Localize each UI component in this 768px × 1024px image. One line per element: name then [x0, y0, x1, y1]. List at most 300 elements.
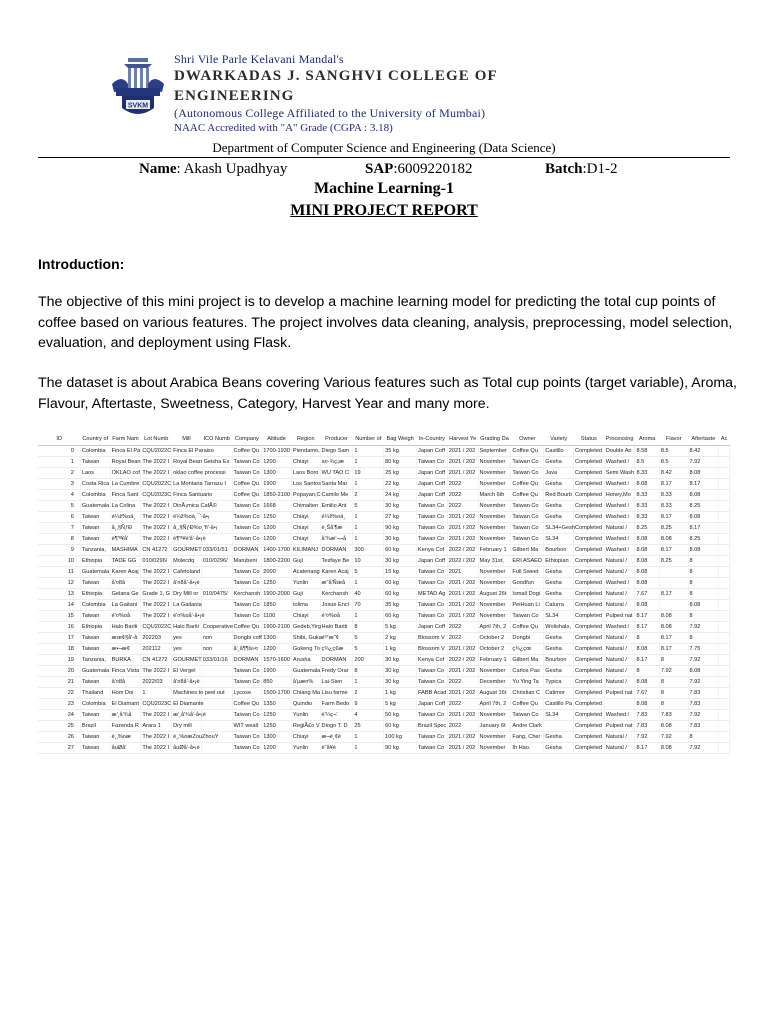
table-cell [719, 654, 730, 665]
batch-value: :D1-2 [582, 161, 618, 177]
column-header: Aroma [635, 434, 659, 445]
table-cell: 1 [353, 610, 384, 621]
table-cell: 8.33 [659, 489, 688, 500]
table-cell: 40 [353, 588, 384, 599]
table-cell: Catimor [544, 687, 574, 698]
column-header: Altitude [262, 434, 292, 445]
table-cell: 2021 / 202 [447, 599, 478, 610]
table-cell: 8.08 [659, 621, 688, 632]
table-cell: å'¤8å [110, 676, 141, 687]
table-cell: 2022 [447, 632, 478, 643]
table-cell: 1 kg [384, 643, 417, 654]
table-cell: 14 [38, 599, 80, 610]
table-row [38, 511, 730, 522]
table-cell: The 2022 I [141, 522, 172, 533]
table-cell: 30 kg [384, 533, 417, 544]
table-cell: 1850 [262, 599, 292, 610]
table-cell: Completed [573, 489, 604, 500]
table-cell: 35 kg [384, 445, 417, 456]
column-header: Number of [353, 434, 384, 445]
table-cell: 202112 [141, 643, 172, 654]
table-cell: non [201, 632, 232, 643]
table-cell: Typica [544, 676, 574, 687]
table-cell: Natural / [604, 566, 635, 577]
table-cell: Goodfun [511, 577, 544, 588]
table-cell: Josue Enci [320, 599, 353, 610]
table-cell: 1350 [262, 698, 292, 709]
table-cell: 033/01/16 [201, 654, 232, 665]
table-cell [719, 588, 730, 599]
table-cell: Cooperative [201, 621, 232, 632]
table-cell: SL34 [544, 533, 574, 544]
table-cell: Arara 1 [141, 720, 172, 731]
table-cell: Taiwan [80, 533, 110, 544]
table-cell: 8.17 [635, 654, 659, 665]
table-row [38, 676, 730, 687]
table-cell [719, 632, 730, 643]
table-cell: 90 kg [384, 742, 417, 753]
table-cell: Taiwan Co [232, 566, 262, 577]
table-cell: 60 kg [384, 610, 417, 621]
table-cell: 22 [38, 687, 80, 698]
table-cell: Gesha [544, 566, 574, 577]
table-cell: Taiwan Co [232, 599, 262, 610]
table-cell: 1200 [262, 456, 292, 467]
table-cell: Completed [573, 588, 604, 599]
column-header: Bag Weigh [384, 434, 417, 445]
table-cell: November [478, 533, 511, 544]
table-cell: Pulped nat [604, 610, 635, 621]
table-cell: Dry Mill or [172, 588, 202, 599]
table-cell: Finca Santuario [172, 489, 202, 500]
table-cell: 60 kg [384, 720, 417, 731]
column-header: Processing [604, 434, 635, 445]
table-cell: 8.17 [659, 478, 688, 489]
table-cell: Taiwan Co [417, 610, 448, 621]
table-cell: Karen Acaj [320, 566, 353, 577]
table-cell: Taiwan Co [232, 533, 262, 544]
table-cell: October 2 [478, 643, 511, 654]
table-cell [719, 489, 730, 500]
table-cell: 2 [38, 467, 80, 478]
table-cell: Taiwan Co [232, 709, 262, 720]
table-cell: 8.08 [688, 665, 719, 676]
table-cell: Los Santos [291, 478, 320, 489]
table-cell: El Vergel [172, 665, 202, 676]
table-cell: Taiwan [80, 511, 110, 522]
table-cell: Farm Bedo [320, 698, 353, 709]
table-cell: 25 kg [384, 467, 417, 478]
table-cell: Colombia [80, 489, 110, 500]
table-cell: Completed [573, 720, 604, 731]
table-cell: 2021 / 202 [447, 643, 478, 654]
table-cell: 9 [353, 698, 384, 709]
table-cell: CQU2023C [141, 489, 172, 500]
table-cell: Castillo [544, 445, 574, 456]
table-cell [719, 709, 730, 720]
table-cell: 8.08 [688, 599, 719, 610]
table-cell: November [478, 467, 511, 478]
table-cell: 8.17 [659, 511, 688, 522]
table-cell: Washed / [604, 621, 635, 632]
table-cell: 7.92 [659, 731, 688, 742]
table-cell: ERI ASAED [511, 555, 544, 566]
table-cell: 5 [353, 566, 384, 577]
column-header: Variety [544, 434, 574, 445]
table-cell: Diogo T. D [320, 720, 353, 731]
table-cell: November [478, 709, 511, 720]
column-header: Lot Numb [141, 434, 172, 445]
table-cell: Java [544, 467, 574, 478]
table-cell: 2021 / 202 [447, 588, 478, 599]
table-cell: Chiayi [291, 533, 320, 544]
table-cell: é'¤%oå'-å•¡è [172, 610, 202, 621]
table-cell: Completed [573, 709, 604, 720]
table-cell: Dongbi [511, 632, 544, 643]
college-logo-icon [110, 54, 166, 120]
table-cell: æ¬è¸¢è [320, 731, 353, 742]
table-body [38, 445, 730, 753]
table-cell: oklao coffee processi [172, 467, 202, 478]
table-cell: 8.33 [635, 489, 659, 500]
table-cell: Completed [573, 599, 604, 610]
table-cell: Completed [573, 665, 604, 676]
sap-value: :6009220182 [393, 161, 473, 177]
table-cell: January 6t [478, 720, 511, 731]
table-cell: 1900 [262, 665, 292, 676]
table-row [38, 709, 730, 720]
subject-title: Machine Learning-1 [314, 180, 454, 197]
table-cell: Yunlin [291, 709, 320, 720]
table-cell: 24 kg [384, 489, 417, 500]
table-cell: Washed / [604, 709, 635, 720]
table-cell: 1 [353, 676, 384, 687]
table-cell: non [201, 643, 232, 654]
table-cell: 1100 [262, 610, 292, 621]
table-cell: 5 [353, 643, 384, 654]
table-cell: February 1 [478, 544, 511, 555]
table-row [38, 588, 730, 599]
table-cell: Completed [573, 698, 604, 709]
table-cell: 8.08 [688, 467, 719, 478]
table-cell: Completed [573, 478, 604, 489]
table-cell: 70 [353, 599, 384, 610]
table-cell: 8.5 [635, 456, 659, 467]
table-cell: Completed [573, 621, 604, 632]
table-row [38, 533, 730, 544]
table-cell: Gesha [544, 500, 574, 511]
table-cell: Blossom V [417, 632, 448, 643]
table-cell: 8.17 [635, 610, 659, 621]
table-cell: Taiwan [80, 577, 110, 588]
table-cell: 1250 [262, 577, 292, 588]
table-cell [719, 720, 730, 731]
table-cell: Taiwan Co [232, 577, 262, 588]
table-cell: Washed / [604, 544, 635, 555]
table-cell: 1 [353, 742, 384, 753]
trust-name: Shri Vile Parle Kelavani Mandal's [174, 52, 344, 66]
table-cell: 7.92 [688, 676, 719, 687]
intro-heading: Introduction: [38, 256, 125, 272]
table-cell: Gilbert Ma [511, 544, 544, 555]
table-cell [719, 621, 730, 632]
table-cell: Andre Clark [511, 720, 544, 731]
table-cell: Cafetoland [172, 566, 202, 577]
table-cell: Carlos Pas [511, 665, 544, 676]
table-cell: Natural / [604, 731, 635, 742]
table-cell: MASHIMA [110, 544, 141, 555]
table-cell: 7.92 [688, 654, 719, 665]
table-cell: Taiwan Co [417, 511, 448, 522]
table-cell: 1300 [262, 632, 292, 643]
table-cell: 8 [688, 632, 719, 643]
table-cell: Completed [573, 687, 604, 698]
table-header-row [38, 434, 730, 445]
table-cell: Fazenda R [110, 720, 141, 731]
table-cell: 8 [659, 676, 688, 687]
table-cell: Completed [573, 445, 604, 456]
table-cell: 8.33 [635, 500, 659, 511]
table-row [38, 687, 730, 698]
table-row [38, 445, 730, 456]
table-cell: Grade 1, G [141, 588, 172, 599]
table-cell: 60 kg [384, 544, 417, 555]
table-cell: 2021 / 202 [447, 522, 478, 533]
table-cell: 8.17 [659, 632, 688, 643]
table-cell: 8.33 [659, 500, 688, 511]
table-cell [201, 577, 232, 588]
table-cell: The 2022 I [141, 709, 172, 720]
table-cell: Shibi, Guka [291, 632, 320, 643]
table-cell: Brazil Spec [417, 720, 448, 731]
table-cell: 8.25 [635, 522, 659, 533]
table-cell: 80 kg [384, 456, 417, 467]
column-header: Grading Da [478, 434, 511, 445]
table-row [38, 654, 730, 665]
table-cell: Ethiopia [80, 621, 110, 632]
table-cell: 25 [353, 720, 384, 731]
table-cell: 1 [353, 445, 384, 456]
table-row [38, 544, 730, 555]
table-cell: Tanzania, [80, 544, 110, 555]
table-cell: 2 kg [384, 632, 417, 643]
logo-text: SVKM [127, 102, 149, 110]
table-cell: GOURMET [172, 544, 202, 555]
table-cell: Coffee Qu [511, 489, 544, 500]
table-cell: DORMAN [320, 654, 353, 665]
table-cell: Castillo Pa [544, 698, 574, 709]
table-cell: 8.33 [635, 467, 659, 478]
student-batch [545, 161, 618, 178]
table-cell [719, 555, 730, 566]
table-cell: Guatemala [291, 665, 320, 676]
table-cell: Taiwan Co [417, 456, 448, 467]
column-header: ID [38, 434, 80, 445]
table-cell: 2022 [447, 698, 478, 709]
table-cell: 2022 / 202 [447, 555, 478, 566]
table-cell: Chiayi [291, 456, 320, 467]
table-cell: 200 [353, 654, 384, 665]
table-cell: å'¤8å'-å•¡è [172, 577, 202, 588]
table-cell: The 2022 I [141, 577, 172, 588]
table-cell: 15 kg [384, 566, 417, 577]
table-cell: May 31st, [478, 555, 511, 566]
table-cell: Taiwan Co [232, 610, 262, 621]
table-cell: OKLAO cof [110, 467, 141, 478]
table-cell: 2022 / 202 [447, 544, 478, 555]
table-cell: El Diamant [110, 698, 141, 709]
table-cell: é¼ž%oä¸ [320, 511, 353, 522]
table-cell: 8.08 [659, 610, 688, 621]
table-cell: November [478, 665, 511, 676]
table-cell: 8 [688, 566, 719, 577]
column-header: Region [291, 434, 320, 445]
table-cell: Gilbert Ma [511, 654, 544, 665]
table-cell [719, 511, 730, 522]
table-cell: 7.83 [659, 709, 688, 720]
affiliation-line: (Autonomous College Affiliated to the University of Mumbai) [174, 106, 486, 120]
table-cell: Machines to peel out [172, 687, 202, 698]
table-cell: The 2022 I [141, 665, 172, 676]
table-cell: 50 kg [384, 709, 417, 720]
table-cell: 4 [38, 489, 80, 500]
table-cell: Brazil [80, 720, 110, 731]
table-cell: November [478, 610, 511, 621]
table-cell: 5 [353, 500, 384, 511]
table-cell: 12 [38, 577, 80, 588]
table-cell: SL34 [544, 610, 574, 621]
table-cell: Completed [573, 533, 604, 544]
table-cell [719, 577, 730, 588]
table-row [38, 698, 730, 709]
table-cell: Gedeb,Yirg [291, 621, 320, 632]
table-cell: Japan Coff [417, 478, 448, 489]
table-cell: 2022 [447, 478, 478, 489]
table-cell: 21 [38, 676, 80, 687]
table-cell: Ethiopia [80, 555, 110, 566]
table-cell: 033/01/51 [201, 544, 232, 555]
table-row [38, 643, 730, 654]
table-cell: Taiwan [80, 709, 110, 720]
table-cell: November [478, 522, 511, 533]
table-cell: 7.92 [688, 742, 719, 753]
table-cell: Gesha [544, 731, 574, 742]
table-cell: Gelana Ge [110, 588, 141, 599]
table-cell: Japan Coff [417, 621, 448, 632]
table-cell: 5 [353, 632, 384, 643]
table-cell: The 2022 I [141, 566, 172, 577]
table-cell: Taiwan Co [232, 665, 262, 676]
table-cell: SL34 [544, 709, 574, 720]
table-cell: 8 [38, 533, 80, 544]
table-cell: Taiwan Co [232, 676, 262, 687]
table-cell: Tanzania, [80, 654, 110, 665]
table-cell: 4 [353, 709, 384, 720]
table-cell: Taiwan Co [417, 676, 448, 687]
table-cell: 8 [659, 698, 688, 709]
table-cell: Taiwan Co [417, 522, 448, 533]
table-cell: Taiwan Co [417, 566, 448, 577]
table-cell: 2022 / 202 [447, 654, 478, 665]
table-cell: La Montana Tarrazu I [172, 478, 202, 489]
table-cell: 8.08 [635, 566, 659, 577]
table-cell: Ismail Dogi [511, 588, 544, 599]
table-row [38, 665, 730, 676]
table-cell: é'¤%oå [320, 610, 353, 621]
table-cell: 8.17 [688, 522, 719, 533]
table-cell: 25 [38, 720, 80, 731]
table-cell: Finca Vista [110, 665, 141, 676]
table-cell: 3 [38, 478, 80, 489]
table-cell: Washed / [604, 478, 635, 489]
table-cell: Chimalten [291, 500, 320, 511]
table-cell: 8.08 [635, 643, 659, 654]
table-cell: Washed / [604, 500, 635, 511]
table-cell: Taiwan [80, 632, 110, 643]
table-cell: Taiwan [80, 643, 110, 654]
table-cell [201, 599, 232, 610]
table-cell: Chiayi [291, 522, 320, 533]
table-cell: Gesha [544, 665, 574, 676]
table-cell: 8.08 [635, 533, 659, 544]
table-cell: Hom Doi [110, 687, 141, 698]
table-cell: Completed [573, 500, 604, 511]
table-cell: 8 [659, 654, 688, 665]
table-cell: Natural / [604, 665, 635, 676]
table-cell: Taiwan Co [417, 577, 448, 588]
table-cell: February 1 [478, 654, 511, 665]
table-cell: Coffee Qu [232, 478, 262, 489]
table-cell: Chiang Ma [291, 687, 320, 698]
table-cell: 13 [38, 588, 80, 599]
table-cell: 1300 [262, 731, 292, 742]
table-cell: 1700-1930 [262, 445, 292, 456]
table-cell [719, 731, 730, 742]
table-cell: 30 kg [384, 665, 417, 676]
table-cell: 1250 [262, 709, 292, 720]
table-cell: 2000 [262, 566, 292, 577]
table-cell: Completed [573, 544, 604, 555]
table-cell: Taiwan Co [511, 456, 544, 467]
table-cell: 1200 [262, 533, 292, 544]
table-cell: 30 kg [384, 555, 417, 566]
table-cell: 7.83 [635, 709, 659, 720]
table-cell: 7.83 [688, 687, 719, 698]
table-cell: 1 [38, 456, 80, 467]
table-cell: 2022 [447, 720, 478, 731]
table-cell: Ih Hao. [511, 742, 544, 753]
table-cell: 1200 [262, 522, 292, 533]
table-cell: 2022 [447, 621, 478, 632]
table-cell: 6 [38, 511, 80, 522]
table-cell: 8.5 [659, 445, 688, 456]
table-cell: 27 kg [384, 511, 417, 522]
table-cell [201, 566, 232, 577]
table-cell: Gesha [544, 511, 574, 522]
table-cell: The 2022 I [141, 610, 172, 621]
table-cell: La Gaitania [172, 599, 202, 610]
table-cell: Taiwan Co [417, 500, 448, 511]
table-cell: CN 41272 [141, 544, 172, 555]
table-cell: 35 kg [384, 599, 417, 610]
table-cell: Coffee Qu [511, 698, 544, 709]
table-cell: 1200 [262, 742, 292, 753]
table-cell [719, 599, 730, 610]
table-cell: Taiwan Co [232, 731, 262, 742]
table-cell: La Colina [110, 500, 141, 511]
table-cell [544, 720, 574, 731]
table-cell: yes [172, 643, 202, 654]
